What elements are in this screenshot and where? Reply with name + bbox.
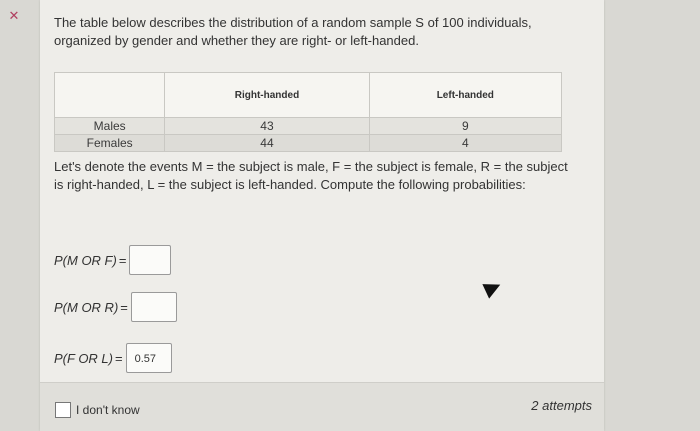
cell-left: 4	[369, 135, 561, 152]
equals-sign: =	[115, 350, 123, 366]
dont-know-label: I don't know	[76, 403, 140, 417]
question-label: P(M OR R)	[54, 299, 119, 315]
question-2	[54, 292, 177, 322]
dont-know-option[interactable]	[55, 402, 140, 418]
question-3	[54, 343, 172, 373]
equals-sign: =	[120, 299, 128, 315]
row-label: Females	[55, 135, 165, 152]
table-row	[55, 135, 562, 152]
distribution-table	[54, 72, 562, 152]
answer-input-1[interactable]	[129, 245, 171, 275]
answer-input-2[interactable]	[131, 292, 177, 322]
row-label: Males	[55, 118, 165, 135]
question-label: P(F OR L)	[54, 350, 113, 366]
cell-right: 43	[165, 118, 369, 135]
table-header-left-handed: Left-handed	[369, 73, 561, 118]
question-card	[40, 0, 604, 431]
cell-left: 9	[369, 118, 561, 135]
events-description: Let's denote the events M = the subject is male, F = the subject is female, R = the subject is right-handed, L = the subject is left-handed. Compute the following probabilities:	[54, 159, 568, 192]
mouse-cursor-icon	[482, 277, 503, 298]
equals-sign: =	[118, 252, 127, 268]
question-label: P(M OR F)	[54, 252, 117, 268]
question-1	[54, 245, 171, 275]
collapse-icon[interactable]: ✕	[8, 8, 20, 23]
table-header-empty	[55, 73, 165, 118]
checkbox-icon[interactable]	[55, 402, 71, 418]
table-header-right-handed: Right-handed	[165, 73, 369, 118]
cell-right: 44	[165, 135, 369, 152]
answer-input-3[interactable]: 0.57	[126, 343, 172, 373]
table-row	[55, 118, 562, 135]
attempts-counter: 2 attempts	[531, 398, 592, 413]
intro-text: The table below describes the distribution of a random sample S of 100 individuals, organized by gender and whether they are right- or left-handed.	[54, 15, 532, 48]
